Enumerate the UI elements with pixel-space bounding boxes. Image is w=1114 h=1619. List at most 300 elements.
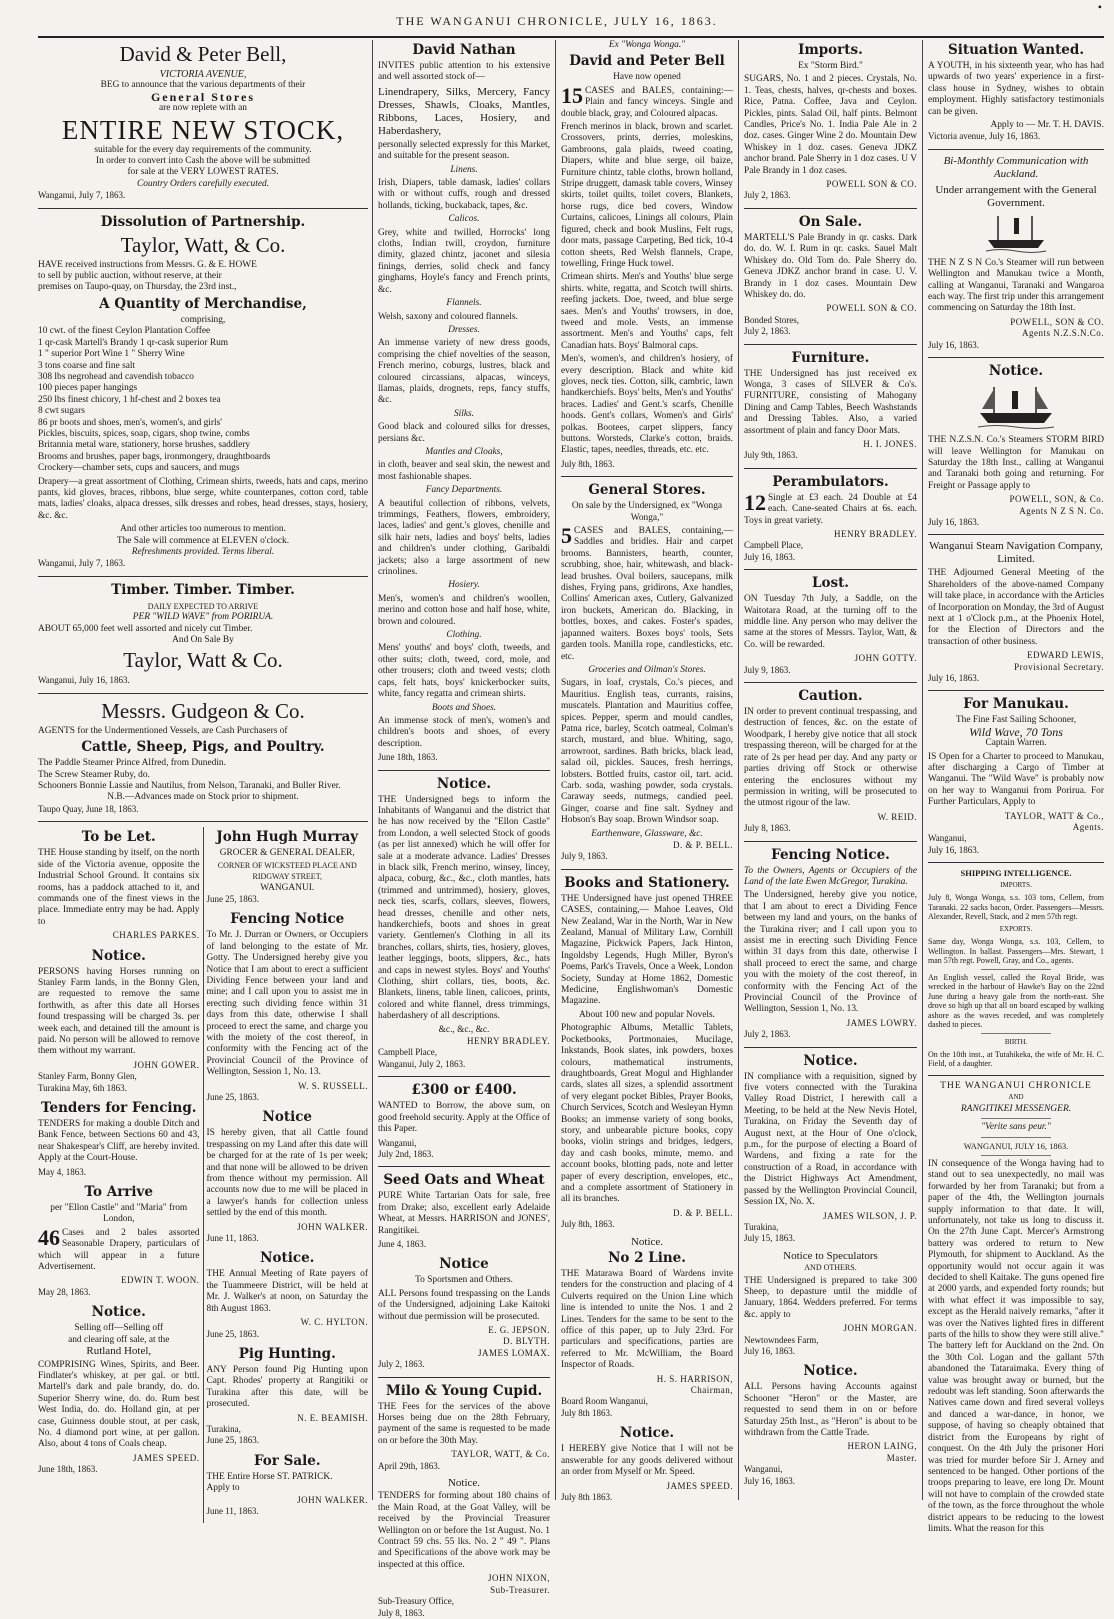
- ad-line: The Fine Fast Sailing Schooner,: [955, 715, 1077, 726]
- ad-line: AGENTS for the Undermentioned Vessels, are Cash Purchasers of: [38, 725, 288, 736]
- ad-title: Notice.: [91, 1304, 146, 1321]
- ad-title: Pig Hunting.: [238, 1345, 336, 1362]
- ad-body: Linendrapery, Silks, Mercery, Fancy Dresses, Shawls, Cloaks, Mantles, Ribbons, Laces, Hosiery, and Haberdashery,: [378, 85, 550, 137]
- ad-title: For Sale.: [253, 1452, 321, 1469]
- divider: [744, 344, 917, 345]
- ad-signature: H. S. HARRISON,: [656, 1373, 733, 1384]
- ad-body: THE House standing by itself, on the north side of the Victoria avenue, opposite the Industrial School Ground. It contains six rooms, has a paddock attached to it, and commands one of the finest views in the place. Immediate entry may be had. Apply to: [38, 848, 200, 927]
- divider: [928, 149, 1104, 150]
- ad-signature: TAYLOR, WATT, & Co.: [451, 1449, 550, 1460]
- section-subheading: EXPORTS.: [999, 924, 1033, 933]
- ad-signature: POWELL SON & CO.: [826, 303, 917, 314]
- ad-date: July 2, 1863.: [744, 190, 791, 201]
- ad-signature: HENRY BRADLEY.: [466, 1036, 550, 1047]
- ad-date: July 16, 1863.: [928, 339, 980, 350]
- editorial: [928, 1081, 1104, 1535]
- books-advert: [561, 875, 733, 1231]
- section-subheading: BIRTH.: [1004, 1037, 1028, 1046]
- ad-date: July 16, 1863.: [744, 551, 796, 562]
- ad-body: THE Fees for the services of the above Horses being due on the 28th February, payment of the same is requested to be made on or before the 30th May.: [378, 1401, 550, 1446]
- ad-signature: EDWIN T. WOON.: [121, 1275, 200, 1286]
- ad-title: Notice.: [803, 1363, 858, 1380]
- ad-place: Newtowndees Farm,: [744, 1334, 819, 1345]
- column-3: [561, 40, 733, 1500]
- column-rule: [738, 40, 739, 1500]
- divider: [561, 476, 733, 477]
- ad-signature: JOHN WALKER.: [297, 1221, 368, 1232]
- divider: [744, 682, 917, 683]
- bimonthly-advert: [928, 155, 1104, 351]
- divider: [378, 1377, 550, 1378]
- ad-line: Wild Wave, 70 Tons: [969, 724, 1063, 739]
- ad-signature: POWELL SON & CO.: [826, 179, 917, 190]
- ad-role: Agents N Z S N. Co.: [1019, 505, 1104, 516]
- heron-notice-advert: [744, 1363, 917, 1487]
- ad-title: Notice.: [436, 775, 492, 792]
- ad-line: and clearing off sale, at the: [68, 1334, 170, 1345]
- section-subheading: IMPORTS.: [1000, 880, 1032, 889]
- ad-body: PERSONS having Horses running on Stanley Farm lands, in the Bonny Glen, are requested to remove the same forthwith, as after this date all Horses found trespassing will be charged 3s. per week each, and detained till the amount is paid. No person will be allowed to remove them without my warrant.: [38, 966, 200, 1057]
- ad-body: THE Undersigned has just received ex Wonga, 3 cases of SILVER & Co's. FURNITURE, consisting of Mahogany Dining and Camp Tables, Beech Washstands and Dressing Tables. Also, a varied assortment of plain and fancy Door Mats.: [744, 368, 917, 436]
- ad-signature: JOHN GOWER.: [133, 1059, 200, 1070]
- ad-signature: JAMES SPEED.: [132, 1452, 200, 1463]
- ad-title: David Nathan: [412, 42, 516, 58]
- ad-line: And On Sale By: [172, 635, 234, 646]
- ad-line: Selling off—Selling off: [74, 1323, 164, 1334]
- ad-date: July 16, 1863.: [928, 673, 980, 683]
- ad-signature: JOHN NIXON,: [488, 1573, 550, 1584]
- ad-date: May 4, 1863.: [38, 1166, 86, 1177]
- ad-title: Perambulators.: [772, 473, 889, 490]
- masthead-rule: [38, 36, 1104, 38]
- ad-line: to sell by public auction, without reserve, at their: [38, 271, 222, 282]
- list-item: 1 qr-cask Martell's Brandy 1 qr-cask superior Rum: [38, 337, 229, 348]
- ad-body: IN compliance with a requisition, signed by five voters connected with the Turakina Valley Road District, I herewith call a Meeting, to be held at the New Nevis Hotel, Turakina, on Friday the Seventh day of August next, at the Hour of One o'clock, p.m., for the purpose of electing a Board of Wardens, and fixing a rate for the construction of a Road, in accordance with the District Highways Act Amendment, passed by the Wellington Provincial Council, Session IX, No. X.: [744, 1071, 917, 1208]
- ad-date: June 18th, 1863.: [378, 752, 438, 763]
- ad-body: French merinos in black, brown and scarlet. Crossovers, prints, derries, moleskins, Gambroons, gala plaids, tweed coating, Diapers, white and blue serge, oil baize, Furniture chintz, table cloths, brown holland, Stripe druggett, damask table covers, Winsey skirts, toilet quilts, toilet covers, Blankets, horse rugs, dice bed covers, Window Curtains, calicoes, Linings all colours, Plain figured, check and book Muslins, Felt rugs, door mats, passage Carpeting, Bed tick, 10-4 cotton sheets, Red Welsh flannels, Crape, towelling, Fringe Huck towel.: [561, 122, 733, 269]
- divider: [981, 1033, 1051, 1034]
- cattle-notice-advert: [207, 1109, 369, 1244]
- ad-signature: W. S. RUSSELL.: [298, 1080, 368, 1091]
- ad-body: Good black and coloured silks for dresses, persians &c.: [378, 422, 550, 444]
- ad-title: Notice to Speculators: [783, 1249, 878, 1262]
- editorial-body: IN consequence of the Wonga having had to stand out to sea unexpectedly, no mail was forwarded by her from Taranaki; but from a paper of the 4th, the Wellington journals supply information to that date. It will, unfortunately, not take us long to discuss it. On the 27th June Capt. Mercer's Armstrong battery was ordered to return to New Plymouth, for shipment to Auckland. As the opportunity would not occur again it was decided to shell Kaitake. The guns opened fire at 2000 yards, and expended forty rounds; but with what effect it was impossible to say, except as the Herald naively remarks, "after it was over the Natives lighted fires in different parts of the hills to show they were still alive." The battery left for Auckland on the 2nd. On the 30th Col. Logan and the gallant 57th abandoned the Tataraimaka. Every thing of value was brought away or burned, but the redoubt was left standing. Soon afterwards the Natives came down and fired several volleys and danced a war-dance, in honor, we suppose, of having so cheaply obtained that district from the Europeans by right of conquest. On the 4th July the prisoner Hori was tried for murder before Sir J. Arney and sentenced to be hanged. Other portions of the troops preparing to leave, ere long Dr. Mount will not have to complain of the crowded state of the town, as the force throughout the whole district appears to be reducing to the lowest limits. What the reason for this: [928, 1158, 1104, 1534]
- ad-body: TENDERS for forming about 180 chains of the Main Road, at the Goat Valley, will be received by the Provincial Treasurer Wellington on or before the 1st August. No. 1 Contract 59 chs. 55 lks. No. 2 " 49 ". Plans and Specifications of the above work may be inspected at this office.: [378, 1491, 550, 1570]
- divider: [744, 841, 917, 842]
- ad-body: ALL Persons found trespassing on the Lands of the Undersigned, adjoining Lake Kaitoki without due permission will be prosecuted.: [378, 1288, 550, 1322]
- ad-date: June 25, 1863.: [206, 1092, 259, 1102]
- ad-body: Photographic Albums, Metallic Tablets, Pocketbooks, Portmonaies, Mucilage, Inkstands, Book slates, ink powders, boxes colours, mathematical instruments, draughtboards, Great Mogul and Highlander cards, slates all sizes, a splendid assortment of very elegant pocket Bibles, Prayer Books, Church Services, Scotch and Wesleyan Hymn Books; an immense variety of song books, story, and unbearable picture books, copy books, violin strings and bridges, ledgers, day and cash books, minute, memo. and account books, blotting pads, note and letter paper of every description, envelopes, etc., and a complete assortment of Stationery in all its branches.: [561, 1023, 733, 1205]
- ad-signature: HERON LAING,: [847, 1441, 917, 1452]
- ad-body: The Undersigned, hereby give you notice, that I am about to erect a Dividing Fence between my land and yours, on the banks of the Turakina river; and I call upon you to assist me in erecting such Dividing Fence within 31 days from this date, otherwise I shall proceed to erect the same, and charge you with the moiety of the cost thereof, in conformity with the Fencing Act of the Provincial Council of the Province of Wellington, Session 1, No. 13.: [744, 890, 917, 1015]
- ad-date: April 29th, 1863.: [378, 1460, 440, 1471]
- ad-body: MARTELL'S Pale Brandy in qr. casks. Dark do. do. W. I. Rum in qr. casks. Sauel Malt Whiskey do. Old Tom do. Pale Sherry do. Geneva JDKZ anchor brand in case. U. V. Brandy in 1 doz cases. Mountain Dew Whiskey do. do.: [744, 232, 917, 300]
- manukau-advert: [928, 696, 1104, 856]
- notice-heading: Notice.: [630, 1235, 664, 1248]
- ad-line: per "Ellon Castle" and "Maria" from London,: [50, 1203, 188, 1225]
- ad-body: COMPRISING Wines, Spirits, and Beer. Findlater's whiskey, at per gal. or bttl. Martell's dark and pale brandy, do. do. Superior Sherry wine, do. do. Rum best West India, do. do. Holland gin, at per case, Guinness double stout, at per cask, No. 4 diamond port wine, at per gallon. Also, about 4 tons of Coals cheap.: [38, 1359, 200, 1450]
- ad-subtitle: To Sportsmen and Others.: [415, 1275, 513, 1286]
- ad-intro: To the Owners, Agents or Occupiers of the Land of the late Ewen McGregor, Turakina.: [744, 865, 917, 887]
- divider: [744, 468, 917, 469]
- ad-role: Master.: [886, 1452, 917, 1463]
- section-body: July 8, Wonga Wonga, s.s. 103 tons, Cellem, from Taranaki. 22 sacks bacon, Order. Passengers—Messrs. Alexander, Revell, Stack, and 2 men 57th regt.: [928, 893, 1104, 922]
- ad-line: suitable for the every day requirements of the community.: [94, 144, 312, 155]
- ad-date: June 11, 1863.: [206, 1233, 259, 1244]
- ad-signature: JAMES WILSON, J. P.: [823, 1210, 917, 1221]
- ad-line: comprising,: [180, 314, 226, 325]
- divider: [981, 1137, 1051, 1138]
- ad-line: Refreshments provided. Terms liberal.: [131, 547, 275, 557]
- ad-title: Books and Stationery.: [564, 874, 730, 891]
- ad-subheading: Fancy Departments.: [425, 485, 503, 496]
- ad-body: THE Undersigned begs to inform the Inhabitants of Wanganui and the district that he has now received by the "Ellon Castle" from London, a well selected Stock of goods (as per list annexed) which he will offer for sale at a moderate advance. Ladies' Dresses in black silk, French merino, winsey, lincey, alpaca, coburg, &c., &c., cloth mantles, hats (trimmed and untrimmed), hosiery, gloves, neck ties, scarfs, collars, sleeves, flowers, head dresses, chenille and other nets, handkerchiefs, boots and shoes in great variety. Gentlemen's Clothing in all its branches, collars, shirts, ties, hosiery, gloves, leather leggings, boots, slippers, &c., hats and caps in newest styles. Boys' and Youths' Clothing, shirt collars, ties, boots, &c. Blankets, linens, table linen, calicoes, prints, colored and white flannel, dress trimmings, haberdashery of all descriptions.: [378, 794, 550, 1022]
- situation-advert: [928, 42, 1104, 143]
- list-item: Brooms and brushes, paper bags, ironmongery, draughtboards: [38, 451, 271, 462]
- ad-line: DAILY EXPECTED TO ARRIVE: [147, 601, 259, 611]
- ad-line: Country Orders carefully executed.: [136, 178, 270, 189]
- list-item: Britannia metal ware, stationery, horse brushes, saddlery: [38, 440, 251, 451]
- ad-body: THE Matarawa Board of Wardens invite tenders for the construction and placing of 4 Culverts required on the Union Line which line is intended to unite the Nos. 1 and 2 Lines. Tenders for the same to be sent to the office of this paper, up to July 23rd. For particulars and specifications, parties are referred to Mr. McWilliam, the Board Inspector of Roads.: [561, 1269, 733, 1371]
- steamship-icon: [984, 214, 1048, 254]
- divider: [38, 208, 368, 209]
- ad-signature: D. & P. BELL.: [672, 840, 733, 850]
- subcolumn-left: [38, 827, 200, 1523]
- ad-subheading: A Quantity of Merchandise,: [99, 295, 307, 312]
- column-2: [378, 40, 550, 1618]
- money-advert: [378, 1082, 550, 1160]
- ad-place: Wanganui,: [928, 833, 967, 844]
- gudgeon-advert: [38, 699, 368, 815]
- ad-body: To Mr. J. Durran or Owners, or Occupiers of land belonging to the estate of Mr. Gotty. The Undersigned hereby give you Notice that I am about to erect a sufficient Dividing Fence between your land and mine; and I call upon you to assist me in erecting such dividing fence within 31 days from this date, otherwise I shall proceed to erect the same, and charge you with the moiety of the cost thereof, in conformity with the Fencing act of the Provincial Council of the Province of Wellington, Session 1, No. 13.: [206, 930, 368, 1078]
- speed-notice-advert: [561, 1425, 733, 1503]
- ad-place: Campbell Place,: [744, 540, 803, 551]
- ad-subheading: Linens.: [450, 164, 478, 175]
- notice-advert: [38, 948, 200, 1094]
- ad-body: An immense variety of new dress goods, comprising the chief novelties of the season, French merino, coburgs, lustres, black and coloured circassians, alpacas, winceys, llamas, plaids, drognets, reps, fancy stuffs, &c.: [378, 338, 550, 406]
- ad-line: THE Entire Horse ST. PATRICK.: [206, 1471, 333, 1482]
- list-item: 3 tons coarse and fine salt: [38, 360, 136, 371]
- ad-role: Chairman,: [690, 1385, 733, 1396]
- ad-date: July 8, 1863.: [378, 1607, 425, 1618]
- divider: [378, 770, 550, 771]
- ad-body: in cloth, beaver and seal skin, the newest and most fashionable shapes.: [378, 460, 550, 482]
- steamship-icon: [976, 383, 1056, 431]
- list-item: 10 cwt. of the finest Ceylon Plantation Coffee: [38, 326, 211, 337]
- divider: [38, 576, 368, 577]
- ad-subtitle: AND OTHERS.: [804, 1263, 857, 1273]
- ad-body: ON Tuesday 7th July, a Saddle, on the Waitotara Road, at the turning off to the middle line. Any person who may deliver the same at the stores of Messrs. Taylor, Watt, & Co. will be rewarded.: [744, 594, 917, 650]
- ad-signature: HENRY BRADLEY.: [833, 529, 917, 539]
- ad-body: TENDERS for making a double Ditch and Bank Fence, between Sections 60 and 43, near Shakespear's Cliff, are hereby invited. Apply at the Court-House.: [38, 1119, 200, 1164]
- ad-body: Welsh, saxony and coloured flannels.: [378, 311, 518, 322]
- ad-body: SUGARS, No. 1 and 2 pieces. Crystals, No. 1. Teas, chests, halves, qr-chests and boxes. Rice, Patna. Coffee, Java and Ceylon. Pickles, pints. Salad Oil, half pints. Belmont Candles, Price's No. 1. India Pale Ale in 2 doz. cases. Ginger Wine 2 do. Mountain Dew Whiskey in 1 doz. cases. Geneva JDKZ anchor brand. Pale Sherry in 1 doz cases. U V Pale Brandy in 1 doz cases.: [744, 74, 917, 176]
- ad-date: July 2, 1863.: [744, 1029, 791, 1040]
- ad-number: 15: [561, 82, 583, 108]
- ad-date: July 16, 1863.: [928, 844, 980, 855]
- ad-date: July 8, 1863.: [744, 823, 791, 834]
- ad-title: On Sale.: [798, 213, 863, 230]
- divider: [561, 869, 733, 870]
- ad-title: David & Peter Bell,: [119, 42, 287, 66]
- ad-title: For Manukau.: [963, 696, 1069, 713]
- ad-line: The Screw Steamer Ruby, do.: [38, 769, 150, 780]
- ad-body: PURE White Tartarian Oats for sale, free from Drake; also, excellent early Adelaide Wheat, at Messrs. HARRISON and JONES', Rangitikei.: [378, 1191, 550, 1236]
- ad-body: THE N.Z.S.N. Co.'s Steamers STORM BIRD will leave Wellington for Manukau on Saturday the 18th Inst., calling at Wanganui and Taranaki both going and returning. For Freight or Passage apply to: [928, 435, 1104, 491]
- ad-body: Men's, women's and children's woollen, merino and cotton hose and half hose, white, brown and coloured.: [378, 593, 550, 627]
- section-body: Same day, Wonga Wonga, s.s. 103, Cellem, to Wellington. In ballast. Passengers—Mrs. Stewart, 1 man 57th regt. Powell, Gray, and Co., agents.: [928, 937, 1104, 965]
- ad-subheading: Clothing.: [446, 630, 482, 641]
- editorial-subtitle: RANGITIKEI MESSENGER.: [960, 1103, 1072, 1114]
- list-item: Drapery—a great assortment of Clothing, Crimean shirts, tweeds, hats and caps, merino pants, kid gloves, braces, ribbons, blue serge, white counterpanes, cotton cord, table mats, ladies' cloaks, alpaca dresses, silk dresses and robes, head dresses, stays, hosiery, &c. &c.: [38, 476, 368, 521]
- ad-signature: W. C. HYLTON.: [300, 1317, 368, 1328]
- section-body: On the 10th inst., at Tutahikeka, the wife of Mr. H. C. Field, of a daughter.: [928, 1049, 1104, 1069]
- ad-line: BEG to announce that the various departments of their: [100, 80, 306, 91]
- ad-body: WANTED to Borrow, the above sum, on good freehold security. Apply at the Office of this Paper.: [378, 1101, 550, 1135]
- ad-firm: Taylor, Watt, & Co.: [120, 232, 286, 257]
- ad-line: Apply to — Mr. T. H. DAVIS.: [990, 120, 1104, 131]
- column-rule: [372, 40, 373, 1500]
- ad-line: premises on Taupo-quay, on Thursday, the 23rd inst.,: [38, 282, 237, 293]
- editorial-and: AND: [1008, 1093, 1024, 1102]
- tenders-advert: [38, 1100, 200, 1178]
- editorial-date: WANGANUI, JULY 16, 1863.: [963, 1140, 1069, 1151]
- ad-title: Wanganui Steam Navigation Company, Limited.: [929, 540, 1103, 566]
- ad-date: July 8th, 1863.: [561, 458, 615, 469]
- ad-place: Stanley Farm, Bonny Glen,: [38, 1071, 137, 1082]
- speculators-advert: [744, 1251, 917, 1358]
- ad-title: David and Peter Bell: [569, 53, 725, 70]
- ad-title: Tenders for Fencing.: [40, 1100, 197, 1116]
- ad-body: personally selected expressly for this Market, and suitable for the present season.: [378, 139, 550, 162]
- ad-title: Imports.: [798, 42, 863, 58]
- ad-place: Wanganui,: [378, 1137, 417, 1148]
- fencing-notice-advert: [207, 911, 369, 1103]
- ad-body: CASES and BALES, containing:— Plain and fancy winceys. Single and double black, gray, and Coloured alpacas.: [561, 85, 733, 119]
- ad-subheading: Earthenware, Glassware, &c.: [591, 828, 703, 839]
- to-let-advert: [38, 829, 200, 941]
- ad-title: No 2 Line.: [608, 1250, 686, 1266]
- ad-title: Notice: [439, 1256, 489, 1273]
- ad-line: Schooners Bonnie Lassie and Nautilus, from Nelson, Taranaki, and Buller River.: [38, 781, 341, 792]
- ad-title: Dissolution of Partnership.: [100, 213, 306, 230]
- shipping-intelligence: [928, 868, 1104, 1069]
- editorial-masthead: THE WANGANUI CHRONICLE: [940, 1080, 1092, 1091]
- list-item: 250 lbs finest chicory, 1 hf-chest and 2 boxes tea: [38, 394, 221, 405]
- seed-advert: [378, 1172, 550, 1250]
- ad-body: An immense stock of men's, women's and children's boots and shoes, of every description.: [378, 715, 550, 749]
- divider: [378, 1076, 550, 1077]
- ad-place: Wanganui,: [744, 1464, 783, 1475]
- ad-title: To Arrive: [84, 1184, 153, 1201]
- ad-line: General Stores: [150, 89, 256, 104]
- bell-stock-advert: [561, 53, 733, 470]
- ad-date: Wanganui, July 2, 1863.: [378, 1058, 466, 1069]
- ad-title: Notice.: [988, 363, 1044, 380]
- divider: [378, 1166, 550, 1167]
- ad-role: Agents N.Z.S.N.Co.: [1021, 328, 1104, 339]
- ad-line: Apply to: [206, 1483, 240, 1494]
- ad-title: Notice.: [260, 1250, 315, 1267]
- column-1: [38, 40, 368, 1516]
- ad-title: Notice.: [447, 1477, 481, 1490]
- subcolumn-right: [203, 827, 369, 1523]
- perambulators-advert: [744, 474, 917, 563]
- on-sale-advert: [744, 214, 917, 338]
- ad-signature: E. G. JEPSON.: [488, 1324, 550, 1335]
- list-item: Pickles, biscuits, spices, soap, cigars, shop twine, combs: [38, 428, 250, 439]
- no2-line-advert: [561, 1250, 733, 1419]
- ad-subheading: Dresses.: [448, 324, 480, 335]
- ad-line: PER "WILD WAVE" from PORIRUA.: [132, 612, 274, 623]
- for-sale-advert: [207, 1453, 369, 1518]
- imports-advert: [744, 42, 917, 202]
- ad-body: Mens' youths' and boys' cloth, tweeds, and other suits; cloth, tweed, cord, mole, and other trousers; cloth and tweed vests; cloth caps, felt hats, boys' knickerbocker suits, white, fancy regatta and crimean shirts.: [378, 643, 550, 700]
- ad-role: Provisional Secretary.: [1014, 661, 1104, 672]
- wilson-notice-advert: [744, 1053, 917, 1245]
- ad-line: GROCER & GENERAL DEALER,: [219, 848, 355, 859]
- ad-signature: JAMES LOMAX.: [477, 1347, 550, 1358]
- ad-signature: D. BLYTH.: [503, 1336, 550, 1347]
- masthead-title: THE WANGANUI CHRONICLE, JULY 16, 1863.: [396, 14, 718, 28]
- ad-title: Fencing Notice: [230, 911, 345, 928]
- ad-number: 46: [38, 1224, 60, 1250]
- ad-body: IS Open for a Charter to proceed to Manukau, after discharging a Cargo of Timber at Wanganui. The "Wild Wave" is probably now on her way to Wanganui from Porirua. For Further Particulars, Apply to: [928, 751, 1104, 808]
- steam-navigation-advert: [928, 540, 1104, 684]
- ad-title: Milo & Young Cupid.: [385, 1382, 543, 1399]
- ad-date: Wanganui, July 16, 1863.: [38, 675, 130, 686]
- ad-title: Fencing Notice.: [771, 846, 890, 863]
- ad-date: June 4, 1863.: [378, 1238, 426, 1249]
- column-1-subcolumns: [38, 827, 368, 1523]
- ad-body: ALL Persons having Accounts against Schooner "Heron" or the Master, are requested to send them in on or before Saturday 25th Inst., as "Heron" is about to be withdrawn from the Cattle Trade.: [744, 1382, 917, 1438]
- ad-date: July 8th 1863.: [561, 1491, 613, 1502]
- ad-line: Have now opened: [613, 72, 681, 83]
- list-item: 1 " superior Port Wine 1 " Sherry Wine: [38, 349, 185, 360]
- ad-role: Agents.: [1072, 822, 1104, 833]
- ad-subheading: Calicos.: [448, 214, 480, 225]
- ad-line: CORNER OF WICKSTEED PLACE AND RIDGWAY STREET,: [217, 860, 357, 882]
- ad-signature: JOHN MORGAN.: [843, 1323, 917, 1334]
- divider: [928, 690, 1104, 691]
- lost-advert: [744, 575, 917, 676]
- ad-date: June 25, 1863.: [206, 1328, 259, 1339]
- ad-subheading: Silks.: [453, 408, 475, 419]
- ad-date: Victoria avenue, July 16, 1863.: [928, 131, 1041, 142]
- ad-body: THE Adjourned General Meeting of the Shareholders of the above-named Company will take place, in accordance with the Articles of Incorporation on Monday, the 3rd of August next at 1 o'Clock p.m., at the Phoenix Hotel, for the Election of Directors and the transaction of other business.: [928, 568, 1104, 647]
- ad-signature: JAMES SPEED.: [666, 1480, 733, 1491]
- divider: [981, 1118, 1051, 1119]
- ad-title: Furniture.: [791, 349, 870, 366]
- divider: [981, 1155, 1051, 1156]
- ad-body: THE N Z S N Co.'s Steamer will run between Wellington and Manukau twice a Month, calling at Wanganui, Taranaki and Wangaroa each way. The first trip under this arrangement commencing on Saturday the 18th Inst.: [928, 257, 1104, 314]
- ad-title: Caution.: [798, 688, 863, 705]
- ad-body: Men's, women's, and children's hosiery, of every description. Black and white kid gloves, neck ties. Cotton, silk, cambric, lawn handkerchiefs. Boys' belts, Men's and Youths' braces. Ladies' and Gent.'s scarfs, Chenille hoods. Gent's collars, Women's and Girls' polkas. Bootees, carpet slippers, fancy buttons. Worsteds, Clarke's cotton, braids. Elastic, tapes, needles, threads, etc. etc.: [561, 354, 733, 456]
- general-stores-advert: [561, 482, 733, 863]
- section-title: SHIPPING INTELLIGENCE.: [960, 868, 1072, 879]
- meeting-notice-advert: [207, 1250, 369, 1339]
- ad-date: July 8th, 1863.: [561, 1219, 615, 1230]
- ad-line: for sale at the VERY LOWEST RATES.: [127, 167, 279, 178]
- section-body: An English vessel, called the Royal Bride, was wrecked in the harbour of Hawke's Bay on the 22nd June during a heavy gale from the north-east. She drove so high up that all on board escaped by walking ashore as the waves receded, and was completely dashed to pieces.: [928, 972, 1104, 1029]
- ad-line: &c., &c., &c.: [438, 1024, 490, 1035]
- sportsmen-advert: [378, 1256, 550, 1370]
- murray-advert: [207, 829, 369, 905]
- ad-body: A beautiful collection of ribbons, velvets, trimmings, Feathers, flowers, embroidery, laces, ladies' and gent.'s gloves, chenille and silk hair nets, ladies and boys' belts, ladies and children's under clothing, Garibaldi jackets; also a large assortment of new crinolines.: [378, 498, 550, 578]
- list-item: 8 cwt sugars: [38, 406, 85, 417]
- ad-subtitle: VICTORIA AVENUE,: [159, 69, 247, 80]
- ad-number: 12: [744, 489, 766, 515]
- ad-body: IS hereby given, that all Cattle found trespassing on my Land after this date will be charged for at the rate of 1s per week; and that none will be allowed to be driven from thence without my permission. All accounts now due to me will be placed in a lawyer's hands for collection unless settled by the end of this month.: [206, 1128, 368, 1219]
- list-item: 100 pieces paper hangings: [38, 383, 138, 394]
- ad-place: Campbell Place,: [378, 1047, 437, 1058]
- nathan-advert: [378, 42, 550, 764]
- ad-body: THE Annual Meeting of Rate payers of the Tuammeere District, will be held at Mr. J. Walker's at noon, on Saturday the 8th August 1863.: [206, 1269, 368, 1314]
- ad-line: Captain Warren.: [985, 738, 1047, 749]
- ad-date: June 25, 1863.: [206, 893, 259, 904]
- ad-subheading: Mantles and Cloaks,: [425, 446, 503, 457]
- ad-date: July 16, 1863.: [744, 1345, 796, 1356]
- divider: [38, 693, 368, 694]
- ad-title: £300 or £400.: [411, 1082, 517, 1099]
- pig-hunting-advert: [207, 1346, 369, 1447]
- ad-subheading: Boots and Shoes.: [431, 702, 497, 713]
- ad-body: THE Undersigned have just opened THREE CASES, containing,— Mahoe Leaves, Old New Zealand, War in the North, War in New Zealand, Manual of Military Law, Cornhill Magazine, Pickwick Papers, Jack Hinton, Ingoldsby Legends, Hugh Miller, Byron's Poems, Park's Travels, Once a Week, London Society, Sunday at Home 1862, Domestic Medicine, Englishwoman's Domestic Magazine.: [561, 893, 733, 1007]
- ad-date: June 18th, 1863.: [38, 1464, 98, 1475]
- milo-advert: [378, 1383, 550, 1472]
- ad-line: are now replete with an: [159, 103, 247, 114]
- ad-signature: W. REID.: [877, 811, 917, 822]
- ad-date: May 28, 1863.: [38, 1286, 91, 1297]
- ad-body: ANY Person found Pig Hunting upon Capt. Rhodes' property at Rangitiki or Turakina after this date, will be prosecuted.: [206, 1364, 368, 1410]
- ad-date: June 11, 1863.: [206, 1505, 259, 1516]
- column-4: [744, 40, 917, 1500]
- divider: [744, 1047, 917, 1048]
- bradley-notice-advert: [378, 776, 550, 1071]
- divider: [928, 534, 1104, 535]
- ad-title: Notice: [262, 1109, 313, 1126]
- ad-date: July 15, 1863.: [744, 1233, 796, 1244]
- ad-title: Seed Oats and Wheat: [383, 1172, 545, 1189]
- ad-line: WANGANUI.: [260, 882, 315, 893]
- ad-number: 5: [561, 523, 572, 549]
- ad-signature: TAYLOR, WATT & Co.,: [1004, 810, 1104, 821]
- ad-signature: POWELL, SON, & Co.: [1009, 494, 1104, 505]
- ad-body: A YOUTH, in his sixteenth year, who has had upwards of two years' experience in a first-class house in Sydney, wishes to obtain employment. Highly satisfactory testimonials can be given.: [928, 61, 1104, 117]
- ad-title: Messrs. Gudgeon & Co.: [101, 698, 305, 723]
- rutland-notice-advert: [38, 1304, 200, 1475]
- ad-title: Bi-Monthly Communication with Auckland.: [943, 154, 1089, 180]
- ad-title: John Hugh Murray: [216, 829, 359, 846]
- ad-date: July 8th 1863.: [561, 1407, 613, 1418]
- caution-advert: [744, 688, 917, 834]
- ad-date: Wanganui, July 7, 1863.: [38, 190, 126, 201]
- to-arrive-advert: [38, 1184, 200, 1298]
- ad-title: Notice.: [91, 947, 146, 964]
- ad-signature: JAMES LOWRY.: [846, 1017, 917, 1028]
- ad-place: Turakina,: [206, 1423, 241, 1434]
- ad-body: INVITES public attention to his extensive and well assorted stock of—: [378, 61, 550, 83]
- ad-date: July 2nd, 1863.: [378, 1148, 434, 1159]
- dissolution-advert: [38, 214, 368, 570]
- ad-date: July 2, 1863.: [378, 1359, 425, 1370]
- page-number: •: [1097, 0, 1102, 14]
- ad-place: Board Room Wanganui,: [561, 1396, 648, 1407]
- list-item: 86 pr boots and shoes, men's, women's, and girls': [38, 417, 222, 428]
- ad-title: General Stores.: [588, 482, 706, 499]
- divider: [38, 821, 368, 822]
- ad-title: To be Let.: [81, 829, 156, 846]
